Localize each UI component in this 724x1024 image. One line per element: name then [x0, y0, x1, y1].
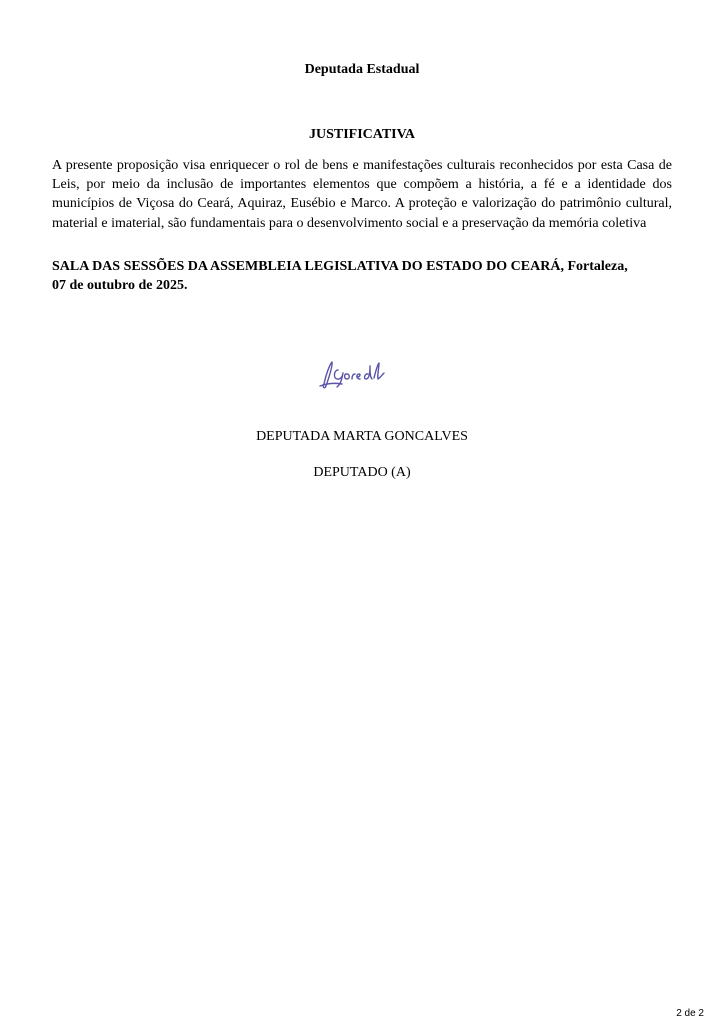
- handwritten-signature: [316, 356, 406, 396]
- signer-role: DEPUTADO (A): [313, 465, 411, 480]
- page-header-title: Deputada Estadual: [304, 62, 420, 77]
- justification-paragraph: A presente proposição visa enriquecer o rol de bens e manifestações culturais reconhecidos por esta Casa de Leis, por meio da inclusão de importantes elementos que compõem a história, a fé e a identidade dos municípios de Viçosa do Ceará, Aquiraz, Eusébio e Marco. A proteção e valorização do patrimônio cultural, material e imaterial, são fundamentais para o desenvolvimento social e a preservação da memória coletiva: [52, 158, 672, 231]
- session-line-1: SALA DAS SESSÕES DA ASSEMBLEIA LEGISLATIVA DO ESTADO DO CEARÁ, Fortaleza,: [52, 259, 628, 274]
- page-number: 2 de 2: [676, 1008, 704, 1019]
- session-statement: [52, 257, 672, 295]
- signer-name: DEPUTADA MARTA GONCALVES: [256, 429, 468, 444]
- session-date: 07 de outubro de 2025.: [52, 278, 188, 294]
- section-title: JUSTIFICATIVA: [308, 127, 416, 142]
